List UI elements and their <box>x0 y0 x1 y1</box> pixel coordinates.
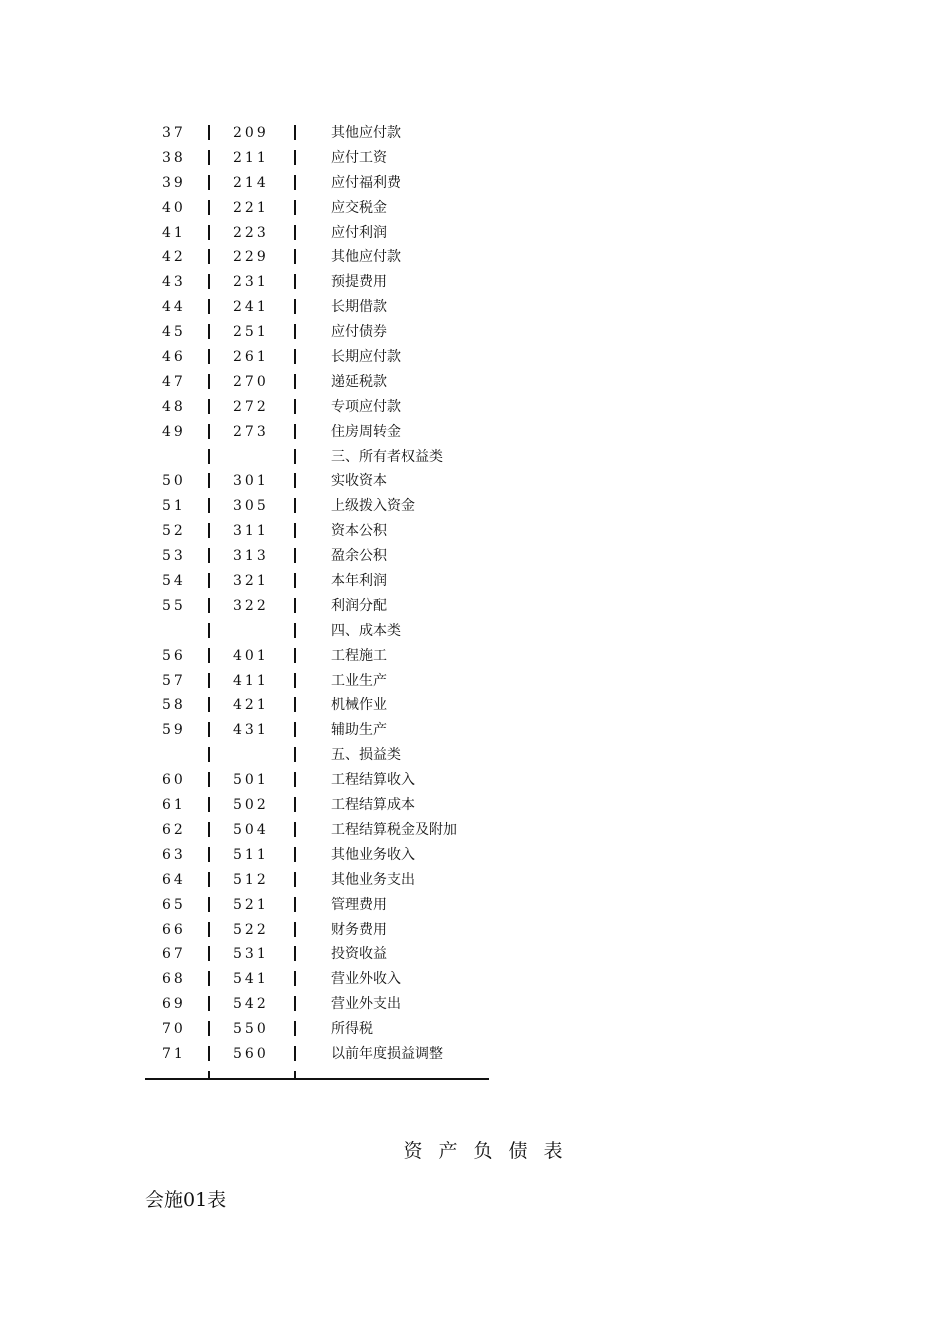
table-row <box>0 718 950 743</box>
row-number: 65 <box>162 896 186 913</box>
column-divider <box>294 200 296 215</box>
account-code: 431 <box>233 722 269 739</box>
row-number: 51 <box>162 498 186 515</box>
column-divider <box>208 872 210 887</box>
column-divider <box>208 971 210 986</box>
column-divider <box>208 225 210 240</box>
account-name: 工业生产 <box>331 672 387 689</box>
table-row <box>0 768 950 793</box>
table-bottom-rule <box>145 1078 489 1080</box>
account-name: 投资收益 <box>331 946 387 963</box>
table-row <box>0 868 950 893</box>
column-divider <box>208 946 210 961</box>
column-divider <box>294 249 296 264</box>
column-divider <box>294 424 296 439</box>
column-divider <box>208 548 210 563</box>
column-divider <box>294 175 296 190</box>
column-divider <box>208 399 210 414</box>
row-number: 61 <box>162 797 186 814</box>
column-divider <box>208 274 210 289</box>
account-name: 长期应付款 <box>331 349 401 366</box>
row-number: 38 <box>162 149 186 166</box>
column-divider <box>208 324 210 339</box>
column-divider <box>208 449 210 464</box>
category-heading: 三、所有者权益类 <box>331 448 443 465</box>
column-divider <box>208 922 210 937</box>
table-row <box>0 818 950 843</box>
column-divider <box>294 648 296 663</box>
column-divider <box>208 523 210 538</box>
table-row <box>0 843 950 868</box>
account-name: 其他应付款 <box>331 125 401 141</box>
account-name: 利润分配 <box>331 597 387 614</box>
account-code: 305 <box>233 498 269 515</box>
column-divider <box>294 349 296 364</box>
account-code: 321 <box>233 573 269 590</box>
row-number: 41 <box>162 224 186 241</box>
row-number: 49 <box>162 423 186 440</box>
column-divider <box>294 299 296 314</box>
account-name: 资本公积 <box>331 523 387 540</box>
column-divider <box>208 772 210 787</box>
column-divider <box>208 747 210 762</box>
account-name: 工程结算成本 <box>331 797 415 814</box>
account-code: 511 <box>233 846 269 863</box>
account-name: 辅助生产 <box>331 722 387 739</box>
row-number: 71 <box>162 1045 186 1062</box>
column-divider <box>208 374 210 389</box>
row-number: 70 <box>162 1021 186 1038</box>
account-name: 专项应付款 <box>331 398 401 415</box>
account-name: 应付利润 <box>331 224 387 241</box>
row-number: 48 <box>162 398 186 415</box>
account-code: 401 <box>233 647 269 664</box>
table-row <box>0 918 950 943</box>
account-code: 560 <box>233 1045 269 1062</box>
row-number: 46 <box>162 349 186 366</box>
table-row <box>0 669 950 694</box>
account-name: 其他应付款 <box>331 249 401 266</box>
account-code: 221 <box>233 199 269 216</box>
row-number: 68 <box>162 971 186 988</box>
category-heading: 五、损益类 <box>331 747 401 764</box>
account-name: 盈余公积 <box>331 548 387 565</box>
row-number: 69 <box>162 996 186 1013</box>
row-number: 40 <box>162 199 186 216</box>
category-heading-row <box>0 619 950 644</box>
column-divider <box>294 498 296 513</box>
column-divider <box>208 424 210 439</box>
column-divider <box>294 399 296 414</box>
row-number: 44 <box>162 299 186 316</box>
table-row <box>0 295 950 320</box>
row-number: 63 <box>162 846 186 863</box>
column-divider <box>294 598 296 613</box>
row-number: 59 <box>162 722 186 739</box>
account-code: 541 <box>233 971 269 988</box>
table-row <box>0 793 950 818</box>
column-divider <box>208 1046 210 1061</box>
account-name: 工程结算收入 <box>331 772 415 789</box>
column-divider <box>294 523 296 538</box>
column-divider <box>208 673 210 688</box>
account-name: 其他业务收入 <box>331 846 415 863</box>
account-name: 营业外支出 <box>331 996 401 1013</box>
row-number: 42 <box>162 249 186 266</box>
column-divider <box>294 1046 296 1061</box>
account-name: 递延税款 <box>331 373 387 390</box>
account-code: 501 <box>233 772 269 789</box>
column-divider <box>208 498 210 513</box>
account-code: 301 <box>233 473 269 490</box>
account-name: 其他业务支出 <box>331 871 415 888</box>
column-divider <box>294 573 296 588</box>
column-divider <box>208 200 210 215</box>
row-number: 53 <box>162 548 186 565</box>
row-number: 50 <box>162 473 186 490</box>
column-divider <box>294 324 296 339</box>
column-divider <box>294 1021 296 1036</box>
account-name: 应交税金 <box>331 199 387 216</box>
account-code: 521 <box>233 896 269 913</box>
account-code: 272 <box>233 398 269 415</box>
table-row <box>0 893 950 918</box>
account-code: 229 <box>233 249 269 266</box>
column-divider <box>294 822 296 837</box>
category-heading-row <box>0 743 950 768</box>
account-code: 550 <box>233 1021 269 1038</box>
table-row <box>0 245 950 270</box>
account-name: 应付工资 <box>331 149 387 166</box>
account-code: 241 <box>233 299 269 316</box>
table-row <box>0 420 950 445</box>
account-name: 所得税 <box>331 1021 373 1038</box>
column-divider <box>208 822 210 837</box>
column-divider <box>294 473 296 488</box>
column-divider <box>208 722 210 737</box>
row-number: 39 <box>162 174 186 191</box>
table-row <box>0 196 950 221</box>
account-code: 251 <box>233 324 269 341</box>
table-row <box>0 221 950 246</box>
form-code: 会施01表 <box>145 1189 227 1211</box>
column-divider <box>208 648 210 663</box>
table-row <box>0 146 950 171</box>
column-divider <box>294 847 296 862</box>
row-number: 58 <box>162 697 186 714</box>
column-divider <box>208 697 210 712</box>
table-row <box>0 519 950 544</box>
row-number: 57 <box>162 672 186 689</box>
column-divider <box>294 673 296 688</box>
account-code: 311 <box>233 523 269 540</box>
account-code: 223 <box>233 224 269 241</box>
account-list <box>0 121 950 1067</box>
account-name: 长期借款 <box>331 299 387 316</box>
table-row <box>0 1042 950 1067</box>
column-divider <box>294 797 296 812</box>
account-code: 273 <box>233 423 269 440</box>
column-divider-tick <box>294 1071 296 1079</box>
account-name: 应付福利费 <box>331 174 401 191</box>
row-number: 37 <box>162 125 186 141</box>
account-code: 270 <box>233 373 269 390</box>
table-row <box>0 1017 950 1042</box>
category-heading: 四、成本类 <box>331 622 401 639</box>
account-code: 512 <box>233 871 269 888</box>
column-divider <box>208 573 210 588</box>
column-divider <box>294 150 296 165</box>
column-divider <box>294 922 296 937</box>
column-divider <box>294 548 296 563</box>
column-divider <box>208 473 210 488</box>
column-divider <box>208 150 210 165</box>
column-divider <box>294 225 296 240</box>
account-name: 上级拨入资金 <box>331 498 415 515</box>
column-divider <box>294 449 296 464</box>
account-name: 住房周转金 <box>331 423 401 440</box>
table-row <box>0 469 950 494</box>
row-number: 52 <box>162 523 186 540</box>
account-name: 营业外收入 <box>331 971 401 988</box>
table-row <box>0 594 950 619</box>
account-code: 522 <box>233 921 269 938</box>
column-divider <box>294 971 296 986</box>
account-code: 411 <box>233 672 269 689</box>
table-row <box>0 121 950 146</box>
row-number: 67 <box>162 946 186 963</box>
column-divider <box>294 872 296 887</box>
account-name: 工程结算税金及附加 <box>331 821 457 838</box>
column-divider <box>208 249 210 264</box>
column-divider <box>294 996 296 1011</box>
column-divider <box>294 722 296 737</box>
account-code: 542 <box>233 996 269 1013</box>
account-name: 实收资本 <box>331 473 387 490</box>
row-number: 47 <box>162 373 186 390</box>
row-number: 45 <box>162 324 186 341</box>
sheet-title: 资产负债表 <box>403 1140 579 1162</box>
table-row <box>0 693 950 718</box>
column-divider <box>294 697 296 712</box>
table-row <box>0 569 950 594</box>
category-heading-row <box>0 445 950 470</box>
row-number: 43 <box>162 274 186 291</box>
account-code: 261 <box>233 349 269 366</box>
column-divider <box>208 1021 210 1036</box>
column-divider <box>208 797 210 812</box>
row-number: 64 <box>162 871 186 888</box>
account-code: 313 <box>233 548 269 565</box>
table-row <box>0 270 950 295</box>
column-divider <box>294 374 296 389</box>
table-row <box>0 942 950 967</box>
row-number: 54 <box>162 573 186 590</box>
row-number: 55 <box>162 597 186 614</box>
table-row <box>0 967 950 992</box>
account-code: 421 <box>233 697 269 714</box>
table-row <box>0 544 950 569</box>
table-row <box>0 395 950 420</box>
table-row <box>0 992 950 1017</box>
account-name: 以前年度损益调整 <box>331 1045 443 1062</box>
row-number: 56 <box>162 647 186 664</box>
account-name: 应付债券 <box>331 324 387 341</box>
account-code: 531 <box>233 946 269 963</box>
column-divider <box>294 946 296 961</box>
account-code: 231 <box>233 274 269 291</box>
column-divider-tick <box>208 1071 210 1079</box>
column-divider <box>294 125 296 140</box>
column-divider <box>208 349 210 364</box>
account-code: 504 <box>233 821 269 838</box>
account-code: 209 <box>233 125 269 141</box>
table-row <box>0 345 950 370</box>
row-number: 62 <box>162 821 186 838</box>
column-divider <box>294 772 296 787</box>
account-code: 214 <box>233 174 269 191</box>
table-row <box>0 370 950 395</box>
column-divider <box>208 598 210 613</box>
account-name: 管理费用 <box>331 896 387 913</box>
column-divider <box>294 274 296 289</box>
table-row <box>0 171 950 196</box>
account-name: 财务费用 <box>331 921 387 938</box>
column-divider <box>208 125 210 140</box>
table-row <box>0 644 950 669</box>
account-name: 本年利润 <box>331 573 387 590</box>
account-name: 机械作业 <box>331 697 387 714</box>
account-name: 预提费用 <box>331 274 387 291</box>
account-code: 322 <box>233 597 269 614</box>
column-divider <box>208 996 210 1011</box>
column-divider <box>294 623 296 638</box>
account-code: 502 <box>233 797 269 814</box>
account-name: 工程施工 <box>331 647 387 664</box>
table-row <box>0 320 950 345</box>
column-divider <box>208 897 210 912</box>
column-divider <box>208 175 210 190</box>
row-number: 60 <box>162 772 186 789</box>
table-row <box>0 494 950 519</box>
column-divider <box>294 747 296 762</box>
row-number: 66 <box>162 921 186 938</box>
column-divider <box>208 623 210 638</box>
account-code: 211 <box>233 149 269 166</box>
column-divider <box>208 299 210 314</box>
column-divider <box>208 847 210 862</box>
column-divider <box>294 897 296 912</box>
